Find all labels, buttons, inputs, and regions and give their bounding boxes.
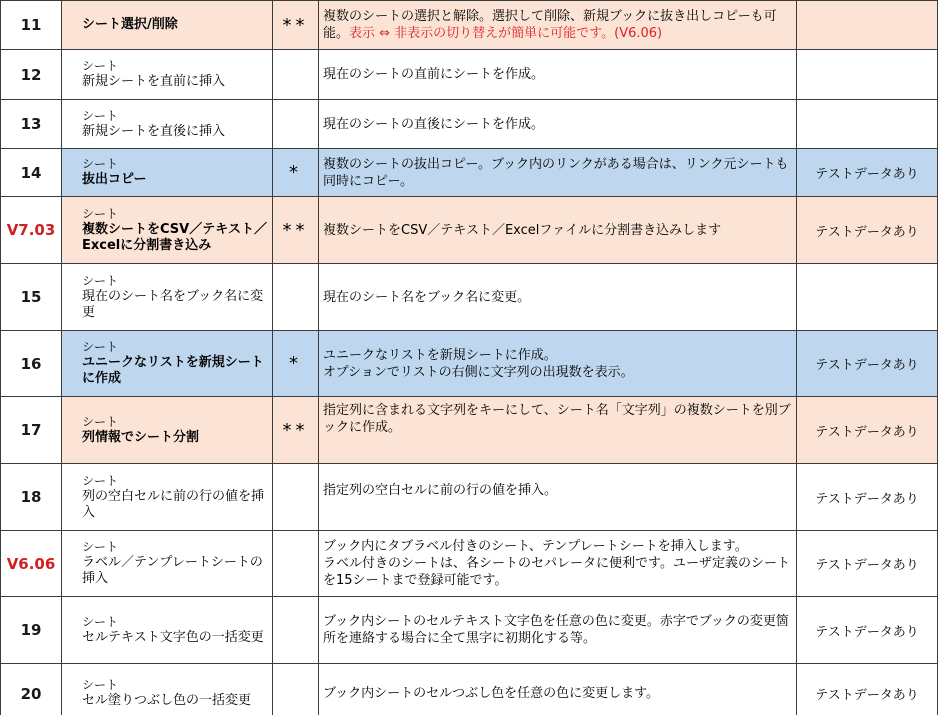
- importance-mark: **: [273, 397, 319, 464]
- row-number: 16: [1, 331, 62, 397]
- importance-mark: *: [273, 149, 319, 197]
- importance-mark: [273, 597, 319, 664]
- row-number: 20: [1, 664, 62, 715]
- feature-title: 新規シートを直後に挿入: [82, 123, 226, 139]
- table-row: [1, 1, 938, 50]
- description-cell: 現在のシート名をブック名に変更。: [319, 264, 797, 331]
- note-cell: テストデータあり: [797, 531, 938, 597]
- feature-name-cell: [62, 464, 273, 531]
- feature-name-cell: [62, 50, 273, 100]
- note-cell: テストデータあり: [797, 197, 938, 264]
- description-cell: ブック内シートのセルつぶし色を任意の色に変更します。: [319, 664, 797, 715]
- feature-category: シート: [82, 614, 119, 629]
- importance-mark: [273, 50, 319, 100]
- note-cell: [797, 50, 938, 100]
- feature-category: シート: [82, 273, 119, 288]
- feature-title: セル塗りつぶし色の一括変更: [82, 693, 252, 708]
- feature-title: 複数シートをCSV／テキスト／Excelに分割書き込み: [82, 221, 267, 253]
- table-row: [1, 597, 938, 664]
- importance-mark: [273, 100, 319, 149]
- table-row: [1, 149, 938, 197]
- feature-category: シート: [82, 157, 119, 171]
- description-cell: 現在のシートの直前にシートを作成。: [319, 50, 797, 100]
- feature-name-cell: [62, 1, 273, 50]
- feature-name-cell: [62, 664, 273, 715]
- description-highlight: 表示 ⇔ 非表示の切り替えが簡単に可能です。(V6.06): [349, 26, 663, 41]
- note-cell: [797, 100, 938, 149]
- importance-mark: **: [273, 1, 319, 50]
- description-cell: [319, 1, 797, 50]
- note-cell: テストデータあり: [797, 664, 938, 715]
- row-number: 15: [1, 264, 62, 331]
- description-cell: 現在のシートの直後にシートを作成。: [319, 100, 797, 149]
- feature-name-cell: [62, 197, 273, 264]
- description-cell: 複数のシートの抜出コピー。ブック内のリンクがある場合は、リンク元シートも同時にコピー。: [319, 149, 797, 197]
- note-cell: テストデータあり: [797, 397, 938, 464]
- row-number: 19: [1, 597, 62, 664]
- description-cell: 指定列の空白セルに前の行の値を挿入。: [319, 464, 797, 531]
- row-number: 11: [1, 1, 62, 50]
- feature-category: シート: [82, 108, 119, 123]
- importance-mark: [273, 664, 319, 715]
- feature-title: ユニークなリストを新規シートに作成: [82, 355, 264, 386]
- feature-name-cell: [62, 597, 273, 664]
- description-cell: ブック内にタブラベル付きのシート、テンプレートシートを挿入します。 ラベル付きのシートは、各シートのセパレータに便利です。ユーザ定義のシートを15シートまで登録可能です。: [319, 531, 797, 597]
- feature-category: シート: [82, 473, 119, 488]
- feature-title: 新規シートを直前に挿入: [82, 74, 226, 89]
- description-cell: 指定列に含まれる文字列をキーにして、シート名「文字列」の複数シートを別ブックに作成。: [319, 397, 797, 464]
- feature-title: セルテキスト文字色の一括変更: [82, 629, 264, 645]
- row-number: 18: [1, 464, 62, 531]
- feature-name-cell: [62, 100, 273, 149]
- feature-category: シート: [82, 206, 119, 221]
- table-row: [1, 100, 938, 149]
- note-cell: [797, 1, 938, 50]
- table-row: [1, 464, 938, 531]
- feature-name-cell: [62, 531, 273, 597]
- note-cell: テストデータあり: [797, 597, 938, 664]
- feature-title: 列の空白セルに前の行の値を挿入: [82, 488, 265, 520]
- table-row: [1, 397, 938, 464]
- importance-mark: **: [273, 197, 319, 264]
- note-cell: テストデータあり: [797, 149, 938, 197]
- feature-name-cell: [62, 264, 273, 331]
- description-cell: 複数シートをCSV／テキスト／Excelファイルに分割書き込みします: [319, 197, 797, 264]
- row-number: 14: [1, 149, 62, 197]
- row-number: 12: [1, 50, 62, 100]
- table-row: [1, 264, 938, 331]
- feature-category: シート: [82, 678, 119, 692]
- table-row: [1, 331, 938, 397]
- feature-title: 抜出コピー: [82, 172, 147, 187]
- version-number: V7.03: [1, 197, 62, 264]
- table-row: [1, 531, 938, 597]
- feature-category: シート: [82, 59, 119, 73]
- importance-mark: [273, 464, 319, 531]
- description-cell: ユニークなリストを新規シートに作成。 オプションでリストの右側に文字列の出現数を表示。: [319, 331, 797, 397]
- row-number: 13: [1, 100, 62, 149]
- feature-name-cell: [62, 397, 273, 464]
- feature-title: 列情報でシート分割: [82, 429, 200, 445]
- feature-category: シート: [82, 414, 119, 429]
- version-number: V6.06: [1, 531, 62, 597]
- importance-mark: *: [273, 331, 319, 397]
- note-cell: [797, 264, 938, 331]
- feature-category: シート: [82, 540, 119, 554]
- row-number: 17: [1, 397, 62, 464]
- note-cell: テストデータあり: [797, 464, 938, 531]
- feature-title: 現在のシート名をブック名に変更: [82, 288, 264, 320]
- importance-mark: [273, 531, 319, 597]
- table-row: [1, 50, 938, 100]
- table-row: [1, 664, 938, 715]
- description-cell: ブック内シートのセルテキスト文字色を任意の色に変更。赤字でブックの変更箇所を連絡する場合に全て黒字に初期化する等。: [319, 597, 797, 664]
- importance-mark: [273, 264, 319, 331]
- table-row: [1, 197, 938, 264]
- feature-category: シート: [82, 340, 119, 354]
- feature-name-cell: [62, 331, 273, 397]
- feature-name-cell: [62, 149, 273, 197]
- note-cell: テストデータあり: [797, 331, 938, 397]
- feature-title: シート選択/削除: [82, 17, 178, 32]
- description-text: 複数のシートの選択と解除。選択して削除、新規ブックに抜き出しコピーも可能。: [323, 9, 777, 41]
- feature-title: ラベル／テンプレートシートの挿入: [82, 555, 263, 586]
